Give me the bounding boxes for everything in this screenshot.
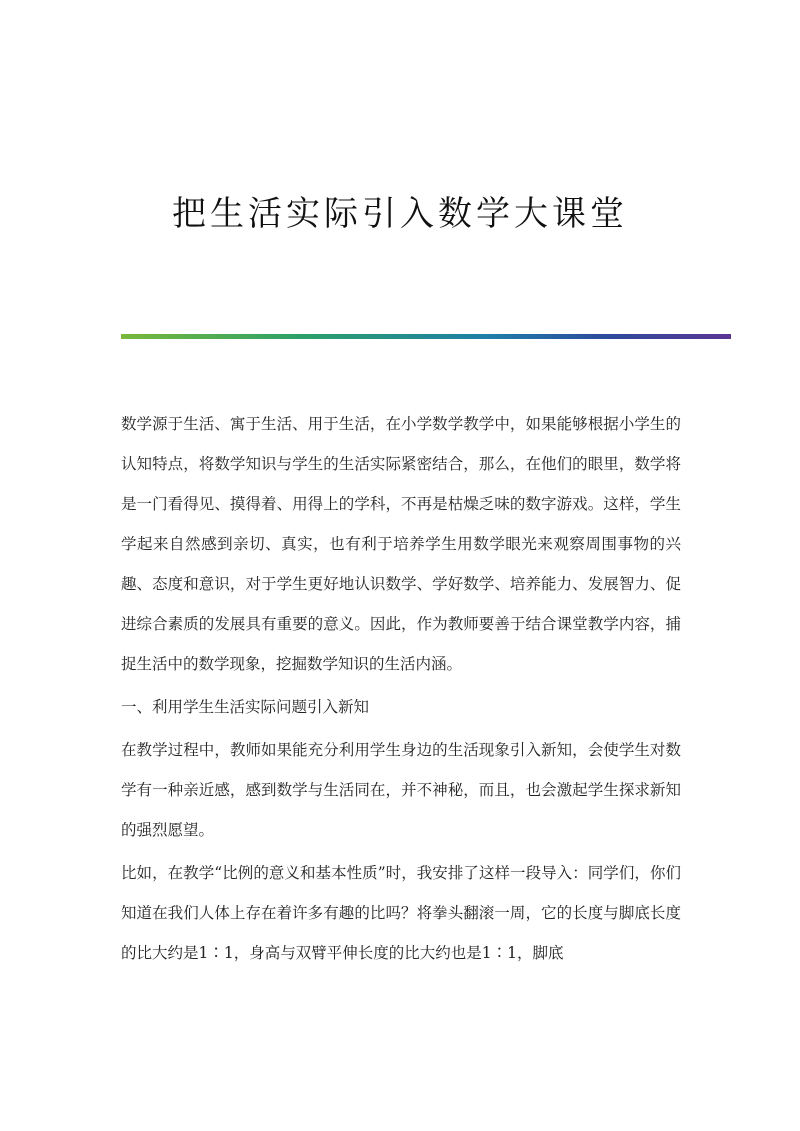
- body-paragraph: 比如，在教学“比例的意义和基本性质”时，我安排了这样一段导入：同学们，你们知道在我们人体上存在着许多有趣的比吗？将拳头翻滚一周，它的长度与脚底长度的比大约是1∶1，身高与双臂平伸长度的比大约也是1∶1，脚底: [121, 864, 681, 962]
- title-divider: [121, 334, 731, 339]
- body-paragraph: 在教学过程中，教师如果能充分利用学生身边的生活现象引入新知，会使学生对数学有一种亲近感，感到数学与生活同在，并不神秘，而且，也会激起学生探求新知的强烈愿望。: [121, 741, 681, 839]
- section-heading: 一、利用学生生活实际问题引入新知: [121, 698, 370, 716]
- document-title: 把生活实际引入数学大课堂: [172, 194, 628, 234]
- document-body: [121, 404, 681, 976]
- intro-paragraph: 数学源于生活、寓于生活、用于生活，在小学数学教学中，如果能够根据小学生的认知特点，将数学知识与学生的生活实际紧密结合，那么，在他们的眼里，数学将是一门看得见、摸得着、用得上的学科，不再是枯燥乏味的数字游戏。这样，学生学起来自然感到亲切、真实，也有利于培养学生用数学眼光来观察周围事物的兴趣、态度和意识，对于学生更好地认识数学、学好数学、培养能力、发展智力、促进综合素质的发展具有重要的意义。因此，作为教师要善于结合课堂教学内容，捕捉生活中的数学现象，挖掘数学知识的生活内涵。: [121, 415, 681, 673]
